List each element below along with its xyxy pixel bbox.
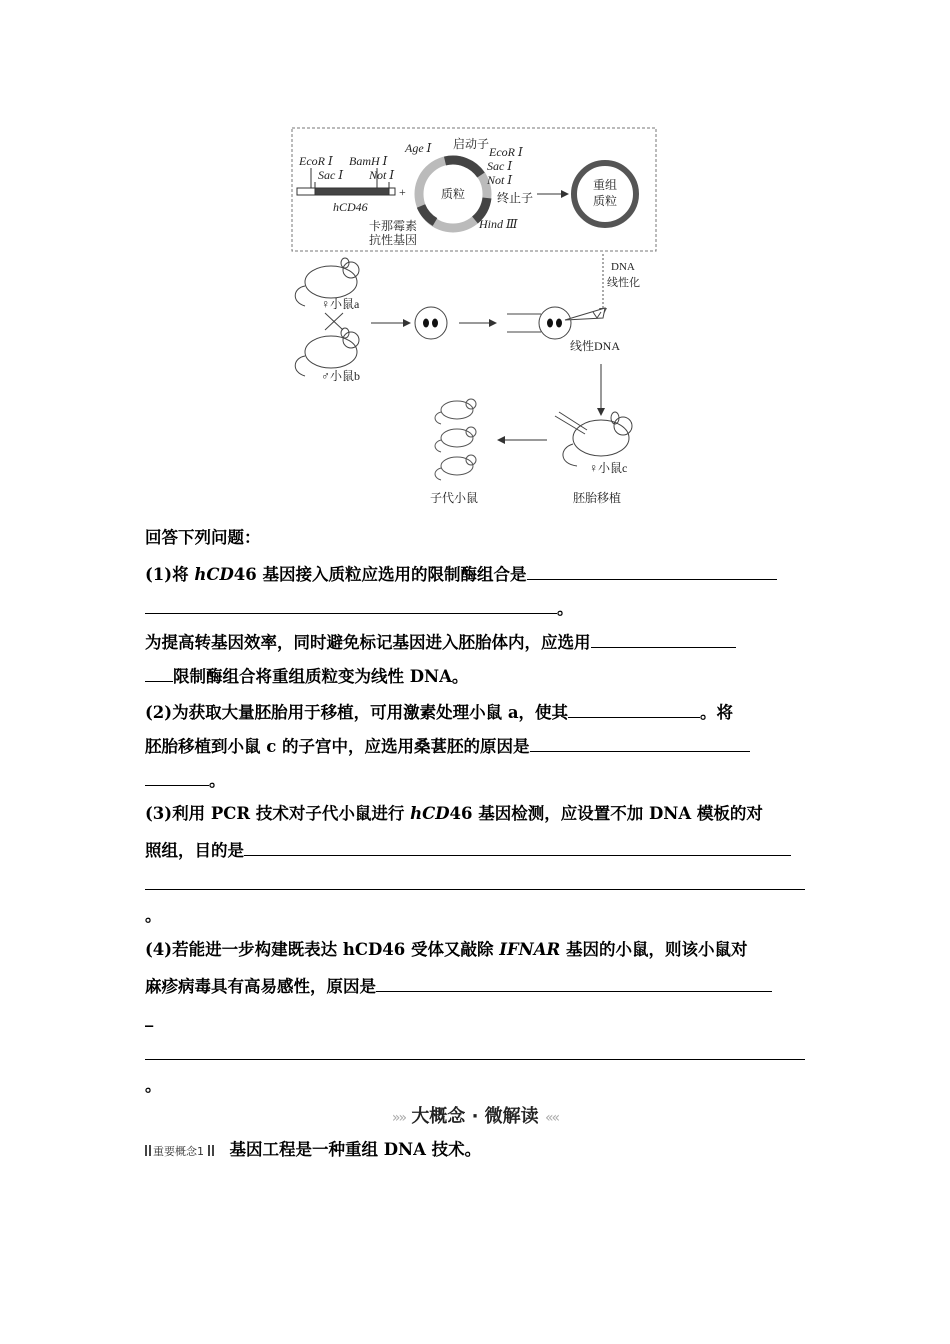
- left-chevrons: »»: [391, 1110, 406, 1126]
- q3-line2: 照组，目的是: [145, 838, 807, 861]
- right-chevrons: ««: [544, 1110, 559, 1126]
- concept-row: [145, 1136, 481, 1160]
- enzyme-saci-left: Sac Ⅰ: [318, 168, 344, 182]
- injection-needle: [565, 308, 605, 320]
- q4-answer-blank-1[interactable]: [376, 974, 772, 992]
- enzyme-saci-right: Sac Ⅰ: [487, 159, 513, 173]
- q4-line1: (4)若能进一步构建既表达 hCD46 受体又敲除 IFNAR 基因的小鼠，则该小鼠对: [145, 940, 748, 959]
- linearize-label-2: 线性化: [607, 277, 640, 289]
- promoter-label: 启动子: [453, 137, 490, 151]
- kan-label-2: 抗性基因: [369, 233, 418, 247]
- q1-line3: 为提高转基因效率，同时避免标记基因进入胚胎体内，应选用: [145, 630, 807, 653]
- q2-line2: 胚胎移植到小鼠 c 的子宫中，应选用桑葚胚的原因是: [145, 734, 807, 757]
- plus-sign: +: [399, 185, 406, 199]
- q4-line4: [145, 1042, 807, 1065]
- zygote: [415, 307, 447, 339]
- q1-answer-blank-4[interactable]: [145, 664, 173, 682]
- enzyme-bamhi: BamH Ⅰ: [349, 154, 388, 168]
- q2-line1: (2)为获取大量胚胎用于移植，可用激素处理小鼠 a，使其 。将: [145, 700, 807, 723]
- q2-answer-blank-3[interactable]: [145, 768, 209, 786]
- gene-label: hCD46: [333, 200, 368, 214]
- q1-line2: 。: [145, 596, 807, 619]
- mouse-c-label: ♀小鼠c: [589, 461, 628, 475]
- q2-answer-blank-1[interactable]: [568, 700, 700, 718]
- mouse-a-label: ♀小鼠a: [321, 297, 360, 311]
- enzyme-agei: Age Ⅰ: [405, 141, 432, 155]
- q3-line1: (3)利用 PCR 技术对子代小鼠进行 hCD46 基因检测，应设置不加 DNA 模板的对: [145, 804, 763, 823]
- q4-line5: 。: [145, 1076, 162, 1095]
- q4-answer-blank-2[interactable]: [145, 1042, 805, 1060]
- gene-engineering-diagram: [285, 118, 665, 513]
- q1-answer-blank-1[interactable]: [527, 562, 777, 580]
- promoter-segment: [445, 160, 481, 175]
- linearize-label-1: DNA: [611, 261, 635, 273]
- q4-line2: 麻疹病毒具有高易感性，原因是: [145, 974, 807, 997]
- concept-tag: 重要概念1: [145, 1145, 216, 1158]
- linear-dna-label: 线性DNA: [570, 339, 620, 353]
- enzyme-noti-right: Not Ⅰ: [487, 173, 513, 187]
- q2-line3: 。: [145, 768, 807, 791]
- q3-answer-blank-2[interactable]: [145, 872, 805, 890]
- recombinant-label-1: 重组: [593, 178, 618, 192]
- enzyme-ecori-right: EcoR Ⅰ: [489, 145, 523, 159]
- recombinant-label-2: 质粒: [593, 194, 618, 208]
- hcd46-gene-segment: [315, 188, 389, 195]
- concept-statement: 基因工程是一种重组 DNA 技术。: [229, 1140, 482, 1159]
- concept-title: [0, 1102, 950, 1128]
- q4-line3: _: [145, 1008, 154, 1027]
- fragment-right-end: [389, 188, 395, 195]
- enzyme-ecori-left: EcoR Ⅰ: [299, 154, 333, 168]
- kan-segment: [421, 206, 435, 222]
- zygote-injection: [539, 307, 571, 339]
- enzyme-hindiii: Hind Ⅲ: [479, 217, 518, 231]
- q3-line4: 。: [145, 906, 162, 925]
- terminator-label: 终止子: [497, 191, 534, 205]
- q1-answer-blank-2[interactable]: [145, 596, 557, 614]
- offspring-mice: [435, 399, 476, 480]
- q1-line1: (1)将 hCD46 基因接入质粒应选用的限制酶组合是: [145, 562, 807, 585]
- q1-answer-blank-3[interactable]: [591, 630, 736, 648]
- plasmid-center-label: 质粒: [441, 187, 466, 201]
- offspring-label: 子代小鼠: [430, 491, 479, 505]
- q3-line3: [145, 872, 807, 895]
- mouse-c-drawing: [555, 412, 632, 466]
- kan-label-1: 卡那霉素: [369, 219, 418, 233]
- q1-line4: 限制酶组合将重组质粒变为线性 DNA。: [145, 664, 807, 687]
- fragment-left-end: [297, 188, 315, 195]
- q2-answer-blank-2[interactable]: [530, 734, 750, 752]
- transfer-label: 胚胎移植: [573, 491, 622, 505]
- mouse-b-label: ♂小鼠b: [321, 369, 361, 383]
- intro: 回答下列问题：: [145, 528, 261, 547]
- diagram-svg: [285, 118, 665, 513]
- q3-answer-blank-1[interactable]: [244, 838, 791, 856]
- enzyme-noti-left: Not Ⅰ: [369, 168, 395, 182]
- concept-title-text: 大概念 · 微解读: [411, 1106, 539, 1127]
